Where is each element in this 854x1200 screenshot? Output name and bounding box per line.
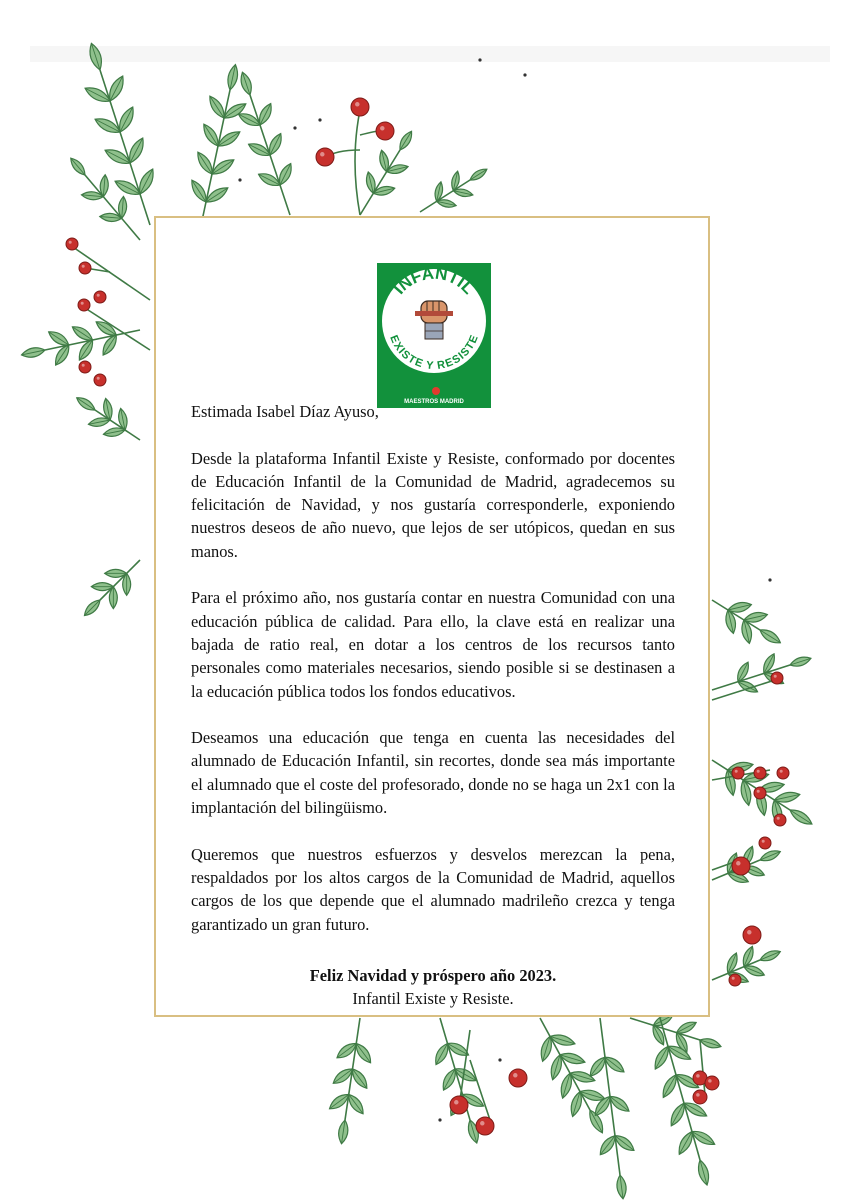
signature: Infantil Existe y Resiste.: [352, 989, 514, 1009]
paragraph-4: Queremos que nuestros esfuerzos y desvelos merezcan la pena, respaldados por los altos cargos de la Comunidad de Madrid, aquellos cargos de los que depende que el alumnado madrileño crezca y tenga garantizado un gran futuro.: [191, 844, 675, 934]
logo-top-text: INFANTIL: [389, 263, 479, 298]
apple-icon: [432, 387, 440, 395]
greeting: Estimada Isabel Díaz Ayuso,: [191, 402, 379, 421]
closing-line: Feliz Navidad y próspero año 2023.: [309, 966, 557, 985]
paragraph-1: Desde la plataforma Infantil Existe y Resiste, conformado por docentes de Educación Infantil de la Comunidad de Madrid, agradecemos su felicitación de Navidad, y nos gustaría corresponderle, exponiendo nuestros deseos de año nuevo, que lejos de ser utópicos, quedan en sus manos.: [191, 448, 675, 561]
letter-card: [154, 216, 710, 1017]
closing-block: [191, 964, 675, 1011]
infantil-existe-y-resiste-logo: [377, 263, 491, 408]
paragraph-3: Deseamos una educación que tenga en cuenta las necesidades del alumnado de Educación Infantil, sin recortes, donde sea más importante el alumnado que el coste del profesorado, donde no se haga un 2x1 con la implantación del bilingüismo.: [191, 728, 675, 818]
paragraph-2: Para el próximo año, nos gustaría contar en nuestra Comunidad con una educación pública de calidad. Para ello, la clave está en realizar una bajada de ratio real, en dotar a los centros de los recursos tanto personales como materiales necesarios, siendo posible si se destinasen a la educación pública todos los fondos educativos.: [191, 588, 675, 701]
logo-footer-text: MAESTROS MADRID: [404, 399, 464, 405]
letter-body: [191, 400, 675, 959]
logo-bottom-text: EXISTE Y RESISTE: [387, 333, 481, 373]
